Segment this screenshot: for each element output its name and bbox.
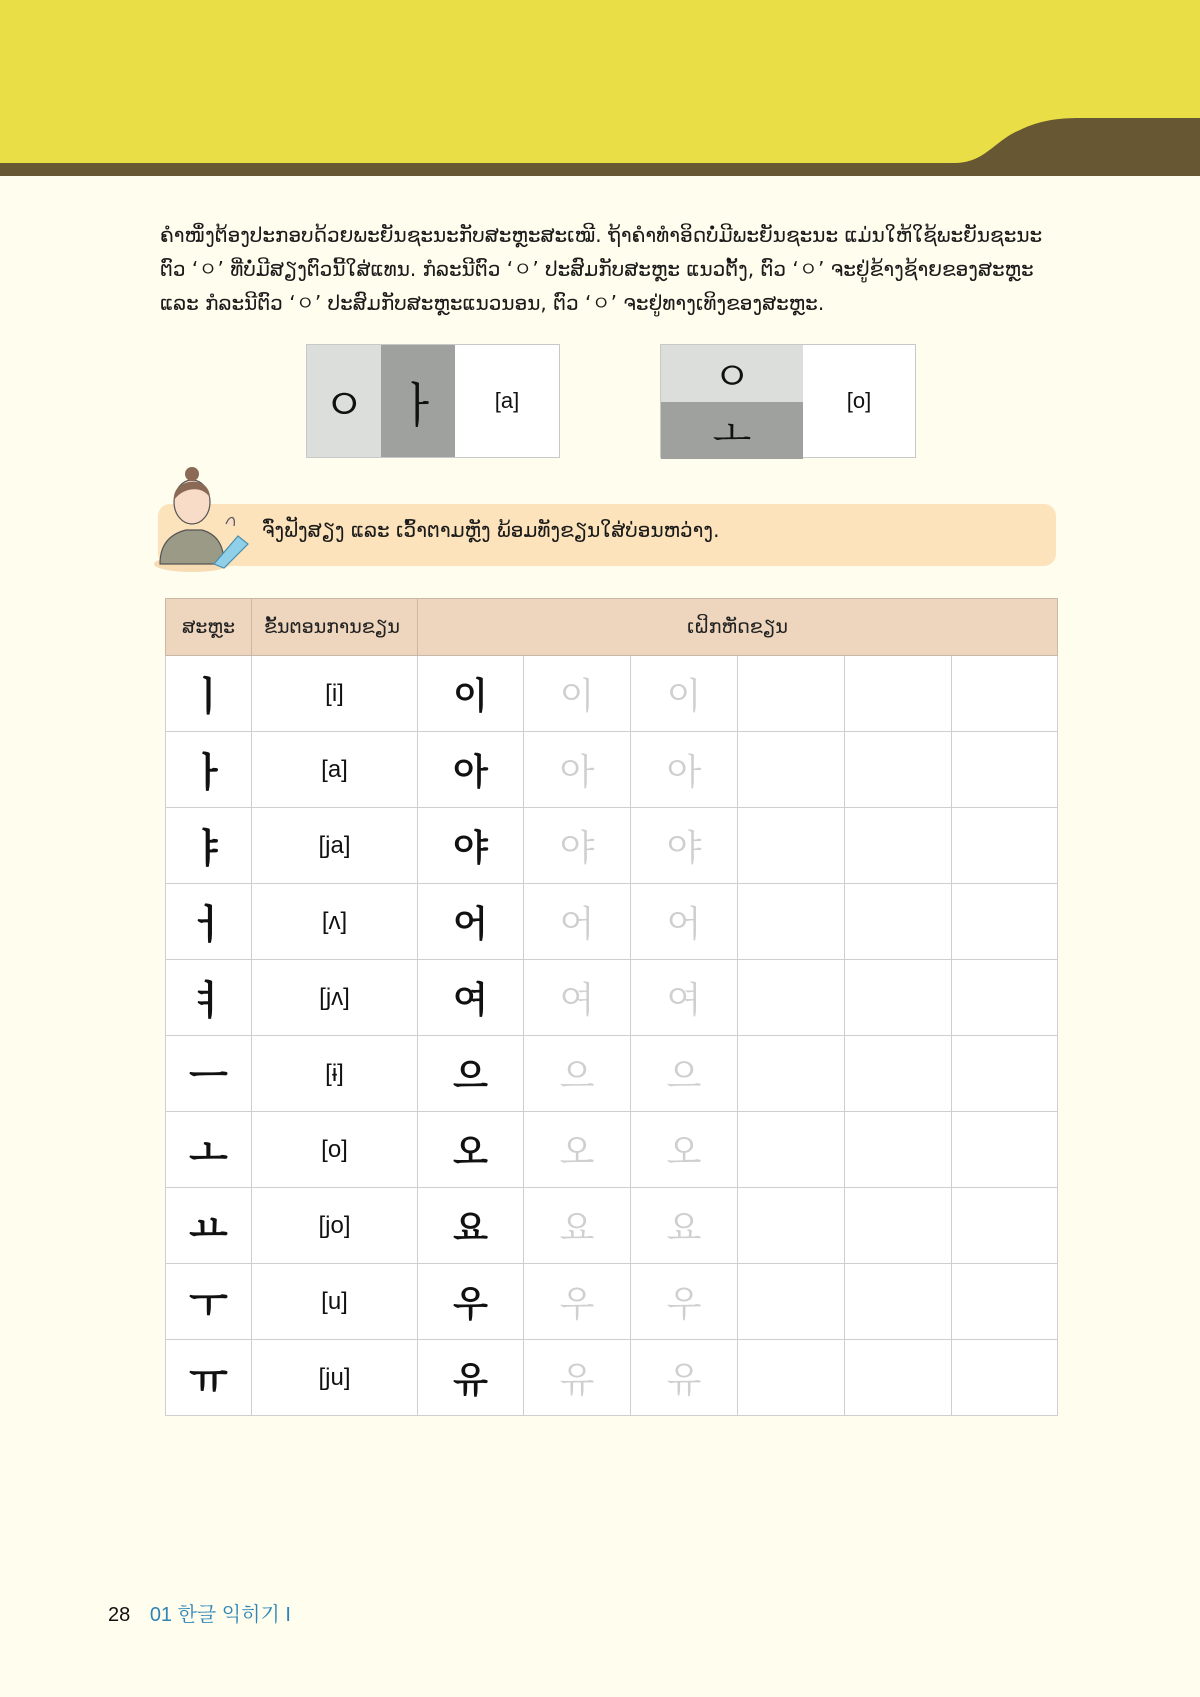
pronunciation-cell: [ʌ] [252, 884, 418, 960]
blank-practice-cell[interactable] [845, 1264, 952, 1340]
pronunciation-cell: [ɨ] [252, 1036, 418, 1112]
example-stack [661, 345, 803, 457]
trace-syllable-cell[interactable]: 유 [631, 1340, 738, 1416]
example-consonant: ㅇ [307, 345, 381, 457]
pronunciation-cell: [jo] [252, 1188, 418, 1264]
table-row [166, 656, 1058, 732]
blank-practice-cell[interactable] [738, 1340, 845, 1416]
blank-practice-cell[interactable] [952, 1340, 1058, 1416]
model-syllable-cell: 으 [418, 1036, 524, 1112]
pronunciation-cell: [o] [252, 1112, 418, 1188]
blank-practice-cell[interactable] [952, 808, 1058, 884]
model-syllable-cell: 요 [418, 1188, 524, 1264]
table-row [166, 1036, 1058, 1112]
blank-practice-cell[interactable] [845, 1036, 952, 1112]
pronunciation-cell: [u] [252, 1264, 418, 1340]
teacher-avatar-icon [152, 464, 252, 572]
blank-practice-cell[interactable] [738, 960, 845, 1036]
trace-syllable-cell[interactable]: 아 [631, 732, 738, 808]
example-horizontal-combination [306, 344, 560, 458]
blank-practice-cell[interactable] [952, 960, 1058, 1036]
trace-syllable-cell[interactable]: 어 [631, 884, 738, 960]
trace-syllable-cell[interactable]: 으 [524, 1036, 631, 1112]
model-syllable-cell: 오 [418, 1112, 524, 1188]
trace-syllable-cell[interactable]: 으 [631, 1036, 738, 1112]
table-row [166, 1112, 1058, 1188]
header-stroke-order: ຂັ້ນຕອນການຂຽນ [252, 599, 418, 656]
example-consonant: ㅇ [661, 345, 803, 402]
trace-syllable-cell[interactable]: 오 [631, 1112, 738, 1188]
trace-syllable-cell[interactable]: 야 [631, 808, 738, 884]
blank-practice-cell[interactable] [845, 732, 952, 808]
model-syllable-cell: 야 [418, 808, 524, 884]
blank-practice-cell[interactable] [952, 732, 1058, 808]
model-syllable-cell: 우 [418, 1264, 524, 1340]
pronunciation-cell: [ja] [252, 808, 418, 884]
blank-practice-cell[interactable] [952, 656, 1058, 732]
example-vowel: ㅗ [661, 402, 803, 459]
trace-syllable-cell[interactable]: 우 [631, 1264, 738, 1340]
trace-syllable-cell[interactable]: 여 [631, 960, 738, 1036]
blank-practice-cell[interactable] [738, 808, 845, 884]
vowel-cell: ㅜ [166, 1264, 252, 1340]
example-vowel: ㅏ [381, 345, 455, 457]
blank-practice-cell[interactable] [952, 884, 1058, 960]
table-row [166, 960, 1058, 1036]
table-header-row [166, 599, 1058, 656]
blank-practice-cell[interactable] [738, 1036, 845, 1112]
blank-practice-cell[interactable] [845, 884, 952, 960]
blank-practice-cell[interactable] [738, 732, 845, 808]
vowel-cell: ㅗ [166, 1112, 252, 1188]
trace-syllable-cell[interactable]: 어 [524, 884, 631, 960]
blank-practice-cell[interactable] [738, 656, 845, 732]
pronunciation-cell: [jʌ] [252, 960, 418, 1036]
vowel-cell: ㅕ [166, 960, 252, 1036]
trace-syllable-cell[interactable]: 이 [631, 656, 738, 732]
page-footer [108, 1598, 291, 1627]
table-row [166, 1188, 1058, 1264]
blank-practice-cell[interactable] [845, 808, 952, 884]
trace-syllable-cell[interactable]: 아 [524, 732, 631, 808]
header-decoration [0, 0, 1200, 176]
trace-syllable-cell[interactable]: 요 [631, 1188, 738, 1264]
blank-practice-cell[interactable] [845, 960, 952, 1036]
table-row [166, 808, 1058, 884]
blank-practice-cell[interactable] [845, 1340, 952, 1416]
model-syllable-cell: 이 [418, 656, 524, 732]
trace-syllable-cell[interactable]: 야 [524, 808, 631, 884]
vowel-cell: ㅛ [166, 1188, 252, 1264]
table-row [166, 884, 1058, 960]
header-vowel: ສະຫຼະ [166, 599, 252, 656]
trace-syllable-cell[interactable]: 우 [524, 1264, 631, 1340]
page-number: 28 [108, 1604, 131, 1626]
table-row [166, 1264, 1058, 1340]
pronunciation-cell: [a] [252, 732, 418, 808]
page-header-band [0, 0, 1200, 176]
vowel-cell: ㅠ [166, 1340, 252, 1416]
example-ipa: [o] [846, 388, 872, 413]
blank-practice-cell[interactable] [738, 1112, 845, 1188]
blank-practice-cell[interactable] [845, 656, 952, 732]
blank-practice-cell[interactable] [845, 1188, 952, 1264]
blank-practice-cell[interactable] [738, 884, 845, 960]
trace-syllable-cell[interactable]: 요 [524, 1188, 631, 1264]
model-syllable-cell: 유 [418, 1340, 524, 1416]
instruction-text: ຈົ່ງຟັງສຽງ ແລະ ເວົ້າຕາມຫຼັງ ພ້ອມທັງຂຽນໃສ່ບ່ອນຫວ່າງ. [262, 518, 720, 542]
vowel-cell: ㅣ [166, 656, 252, 732]
trace-syllable-cell[interactable]: 유 [524, 1340, 631, 1416]
chapter-title: 01 한글 익히기 I [149, 1604, 291, 1626]
pronunciation-cell: [i] [252, 656, 418, 732]
vowel-cell: ㅏ [166, 732, 252, 808]
blank-practice-cell[interactable] [738, 1264, 845, 1340]
trace-syllable-cell[interactable]: 이 [524, 656, 631, 732]
intro-paragraph: ຄຳໜຶ່ງຕ້ອງປະກອບດ້ວຍພະຍັນຊະນະກັບສະຫຼະສະເໝີ. ຖ້າຄຳທຳອິດບໍ່ມີພະຍັນຊະນະ ແມ່ນໃຫ້ໃຊ້ພະຍັນຊະນະຕົວ ‘ㅇ’ ທີ່ບໍ່ມີສຽງຕົວນີ້ໃສ່ແທນ. ກໍລະນີຕົວ ‘ㅇ’ ປະສົມກັບສະຫຼະ ແນວຕັ້ງ, ຕົວ ‘ㅇ’ ຈະຢູ່ຂ້າງຊ້າຍຂອງສະຫຼະ ແລະ ກໍລະນີຕົວ ‘ㅇ’ ປະສົມກັບສະຫຼະແນວນອນ, ຕົວ ‘ㅇ’ ຈະຢູ່ທາງເທິງຂອງສະຫຼະ. [160, 223, 1043, 315]
pronunciation-cell: [ju] [252, 1340, 418, 1416]
model-syllable-cell: 아 [418, 732, 524, 808]
vowel-cell: ㅓ [166, 884, 252, 960]
blank-practice-cell[interactable] [845, 1112, 952, 1188]
trace-syllable-cell[interactable]: 오 [524, 1112, 631, 1188]
example-vertical-combination [660, 344, 916, 458]
table-row [166, 1340, 1058, 1416]
blank-practice-cell[interactable] [738, 1188, 845, 1264]
vowel-practice-table [165, 598, 1058, 1416]
table-row [166, 732, 1058, 808]
blank-practice-cell[interactable] [952, 1112, 1058, 1188]
blank-practice-cell[interactable] [952, 1036, 1058, 1112]
header-practice: ເຝິກຫັດຂຽນ [418, 599, 1058, 656]
blank-practice-cell[interactable] [952, 1188, 1058, 1264]
trace-syllable-cell[interactable]: 여 [524, 960, 631, 1036]
blank-practice-cell[interactable] [952, 1264, 1058, 1340]
vowel-cell: ㅑ [166, 808, 252, 884]
example-ipa: [a] [494, 388, 520, 413]
model-syllable-cell: 어 [418, 884, 524, 960]
vowel-cell: ㅡ [166, 1036, 252, 1112]
model-syllable-cell: 여 [418, 960, 524, 1036]
